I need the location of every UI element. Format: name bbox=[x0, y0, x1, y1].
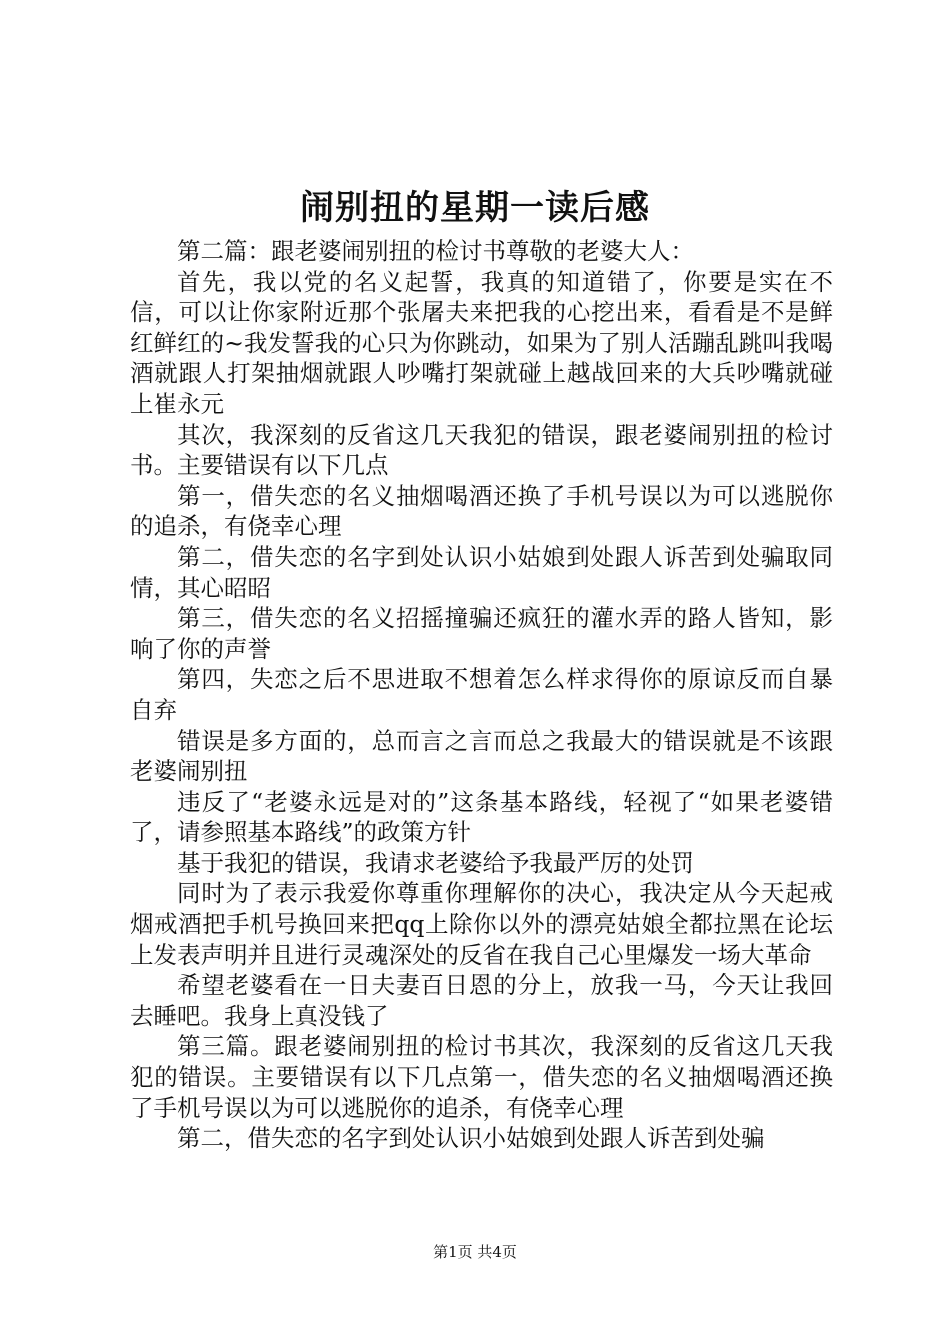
paragraph: 第一，借失恋的名义抽烟喝酒还换了手机号误以为可以逃脱你的追杀，有侥幸心理 bbox=[130, 481, 833, 541]
paragraph: 第三，借失恋的名义招摇撞骗还疯狂的灌水弄的路人皆知，影响了你的声誉 bbox=[130, 604, 833, 663]
paragraph: 第二，借失恋的名字到处认识小姑娘到处跟人诉苦到处骗 bbox=[177, 1124, 765, 1153]
paragraph: 基于我犯的错误，我请求老婆给予我最严厉的处罚 bbox=[177, 848, 694, 877]
document-body bbox=[130, 236, 833, 1154]
paragraph: 错误是多方面的，总而言之言而总之我最大的错误就是不该跟老婆闹别扭 bbox=[130, 726, 833, 786]
document-title: 闹别扭的星期一读后感 bbox=[300, 188, 650, 228]
page-number-footer: 第1页 共4页 bbox=[433, 1243, 517, 1261]
paragraph: 第四，失恋之后不思进取不想着怎么样求得你的原谅反而自暴自弃 bbox=[130, 665, 833, 724]
paragraph: 首先，我以党的名义起誓，我真的知道错了，你要是实在不信，可以让你家附近那个张屠夫来把我的心挖出来，看看是不是鲜红鲜红的~我发誓我的心只为你跳动，如果为了别人活蹦乱跳叫我喝酒就跟人打架抽烟就跟人吵嘴打架就碰上越战回来的大兵吵嘴就碰上崔永元 bbox=[130, 267, 833, 418]
paragraph: 其次，我深刻的反省这几天我犯的错误，跟老婆闹别扭的检讨书。主要错误有以下几点 bbox=[130, 420, 833, 480]
paragraph: 同时为了表示我爱你尊重你理解你的决心，我决定从今天起戒烟戒酒把手机号换回来把qq上除你以外的漂亮姑娘全都拉黑在论坛上发表声明并且进行灵魂深处的反省在我自己心里爆发一场大革命 bbox=[130, 879, 833, 969]
paragraph: 第二篇：跟老婆闹别扭的检讨书尊敬的老婆大人： bbox=[177, 237, 694, 265]
paragraph: 违反了“老婆永远是对的”这条基本路线，轻视了“如果老婆错了，请参照基本路线”的政策方针 bbox=[130, 787, 833, 847]
paragraph: 第二，借失恋的名字到处认识小姑娘到处跟人诉苦到处骗取同情，其心昭昭 bbox=[130, 542, 833, 602]
paragraph: 第三篇。跟老婆闹别扭的检讨书其次，我深刻的反省这几天我犯的错误。主要错误有以下几点第一，借失恋的名义抽烟喝酒还换了手机号误以为可以逃脱你的追杀，有侥幸心理 bbox=[130, 1032, 833, 1122]
paragraph: 希望老婆看在一日夫妻百日恩的分上，放我一马，今天让我回去睡吧。我身上真没钱了 bbox=[130, 971, 833, 1030]
